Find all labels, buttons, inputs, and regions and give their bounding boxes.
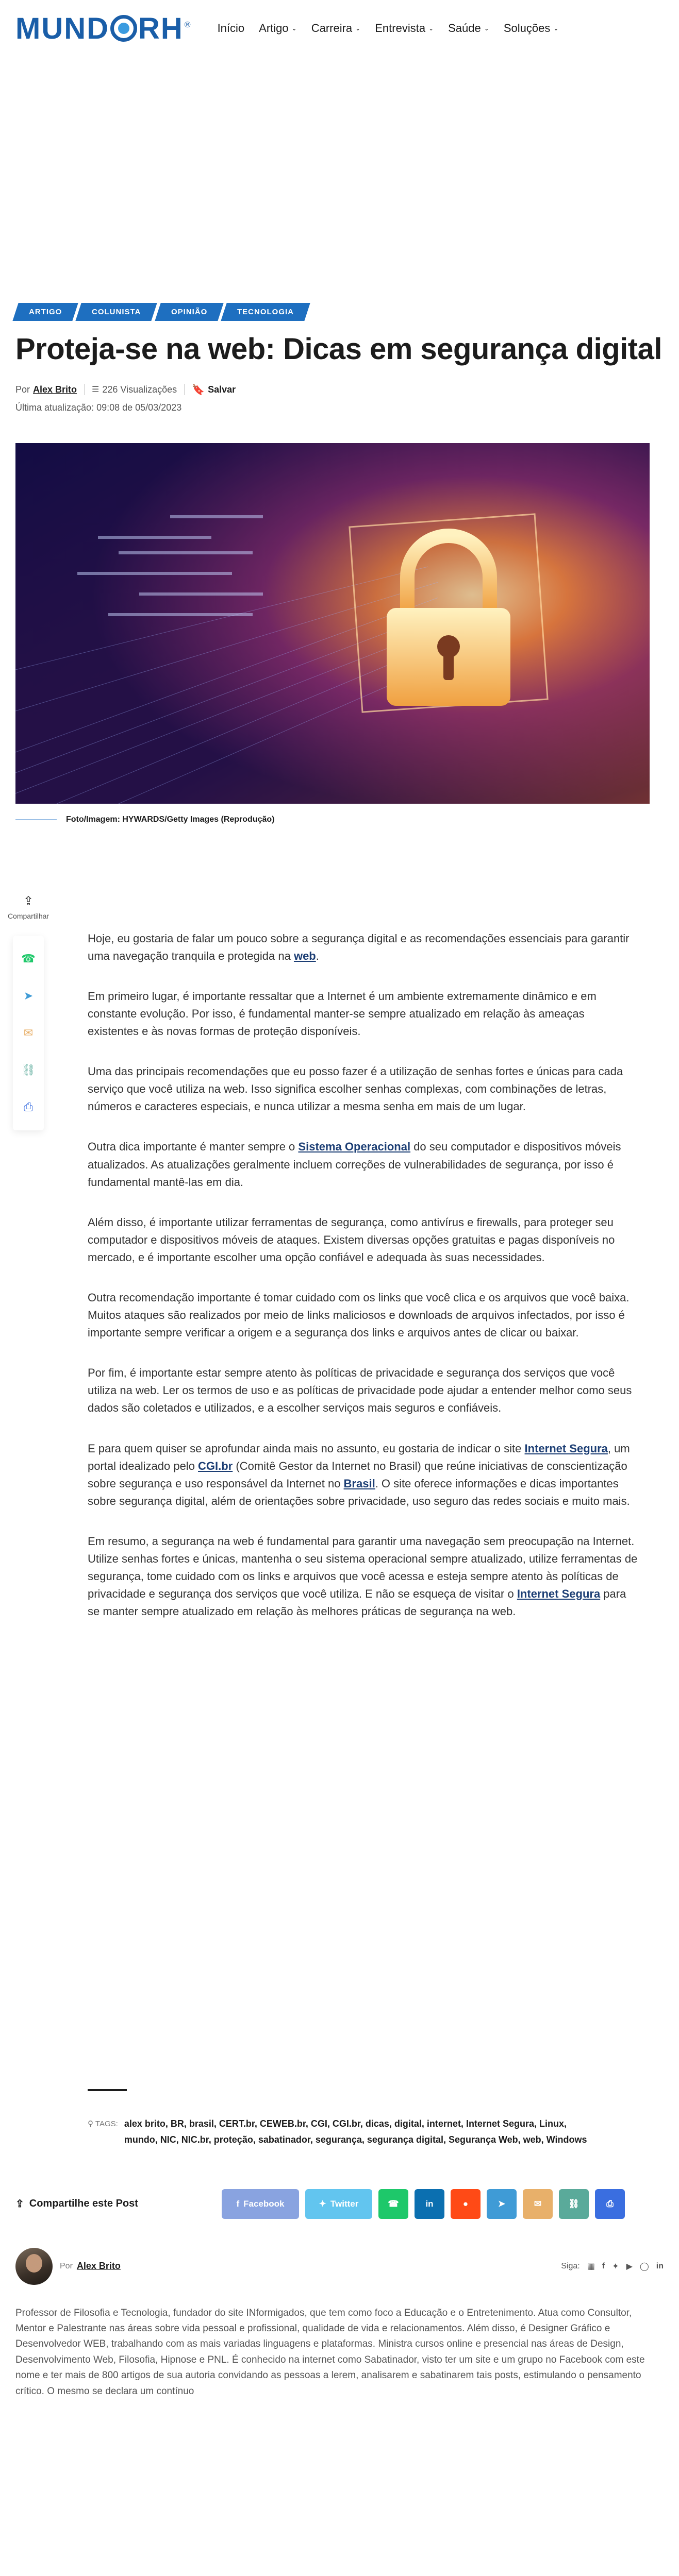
website-icon[interactable]: ▦ bbox=[587, 2262, 595, 2271]
save-label: Salvar bbox=[208, 384, 236, 395]
author-box bbox=[0, 2248, 679, 2285]
last-updated: Última atualização: 09:08 de 05/03/2023 bbox=[15, 402, 182, 413]
ad-space bbox=[0, 57, 679, 303]
views-icon: ☰ bbox=[92, 385, 100, 395]
copy-link-icon: ⛓ bbox=[568, 2198, 579, 2209]
whatsapp-icon: ☎ bbox=[388, 2198, 399, 2209]
by-label: Por bbox=[15, 384, 30, 395]
tags-section bbox=[0, 2089, 679, 2147]
chevron-down-icon: ⌄ bbox=[428, 25, 434, 32]
meta-divider bbox=[84, 384, 85, 395]
linkedin-icon[interactable]: in bbox=[656, 2261, 664, 2270]
bookmark-icon: 🔖 bbox=[192, 384, 205, 396]
author-avatar[interactable] bbox=[15, 2248, 53, 2285]
link-internet-segura[interactable]: Internet Segura bbox=[524, 1442, 608, 1455]
paragraph: Em primeiro lugar, é importante ressaltar que a Internet é um ambiente extremamente dinâmico e em constante evolução. Por isso, é fundamental manter-se sempre atualizado em relação às ameaças existentes e às novas formas de proteção disponíveis. bbox=[88, 989, 597, 1038]
nav-item-entrevista[interactable]: Entrevista ⌄ bbox=[375, 22, 434, 35]
share-bar-label: ⇪ Compartilhe este Post bbox=[15, 2198, 138, 2210]
share-twitter-button[interactable]: ✦ Twitter bbox=[305, 2189, 372, 2219]
link-brasil[interactable]: Brasil bbox=[343, 1477, 375, 1490]
telegram-icon: ➤ bbox=[498, 2198, 506, 2209]
paragraph: Além disso, é importante utilizar ferramentas de segurança, como antivírus e firewalls, para proteger seu computador e dispositivos móveis de ataques. Existem diversas opções gratuitas e pagas disponíveis no mercado, e é importante escolher uma opção confiável e adequada às suas necessidades. bbox=[88, 1215, 615, 1264]
save-button[interactable] bbox=[192, 383, 236, 396]
share-email-button[interactable] bbox=[523, 2189, 553, 2219]
share-facebook-button[interactable]: f Facebook bbox=[222, 2189, 299, 2219]
author-name-link[interactable]: Alex Brito bbox=[76, 2261, 121, 2272]
category-artigo[interactable]: ARTIGO bbox=[12, 303, 78, 321]
youtube-icon[interactable]: ▶ bbox=[626, 2262, 633, 2271]
tags-label: ⚲ TAGS: bbox=[88, 2120, 118, 2129]
image-caption bbox=[0, 815, 679, 824]
caption-line bbox=[15, 819, 57, 820]
paragraph: Por fim, é importante estar sempre atento às políticas de privacidade e segurança dos serviços que você utiliza na web. Ler os termos de uso e as políticas de privacidade pode ajudar a entender melhor como seus dados são coletados e utilizados, e a escolher serviços mais seguros e confiáveis. bbox=[88, 1366, 632, 1415]
share-bar bbox=[0, 2189, 679, 2219]
category-colunista[interactable]: COLUNISTA bbox=[76, 303, 158, 321]
print-icon: ⎙ bbox=[606, 2198, 614, 2209]
share-print-button[interactable] bbox=[595, 2189, 625, 2219]
author-follow bbox=[561, 2261, 664, 2272]
caption-text: Foto/Imagem: HYWARDS/Getty Images (Reprodução) bbox=[66, 815, 275, 824]
link-sistema-operacional[interactable]: Sistema Operacional bbox=[298, 1140, 411, 1154]
nav-item-solucoes[interactable]: Soluções ⌄ bbox=[503, 22, 559, 35]
featured-image bbox=[15, 443, 650, 804]
paragraph: Hoje, eu gostaria de falar um pouco sobre a segurança digital e as recomendações essenciais para garantir uma navegação tranquila e protegida na web. bbox=[88, 931, 630, 962]
twitter-icon[interactable]: ✦ bbox=[612, 2262, 619, 2271]
nav-item-saude[interactable]: Saúde ⌄ bbox=[448, 22, 489, 35]
share-icon[interactable]: ⇪ bbox=[23, 894, 34, 908]
telegram-icon[interactable]: ➤ bbox=[23, 989, 34, 1002]
share-linkedin-button[interactable] bbox=[415, 2189, 444, 2219]
logo-globe-icon bbox=[110, 15, 137, 42]
link-web[interactable]: web bbox=[293, 949, 316, 962]
category-tecnologia[interactable]: TECNOLOGIA bbox=[221, 303, 310, 321]
author-link[interactable]: Alex Brito bbox=[33, 384, 77, 395]
chevron-down-icon: ⌄ bbox=[291, 25, 297, 32]
email-icon: ✉ bbox=[534, 2198, 542, 2209]
follow-label: Siga: bbox=[561, 2261, 580, 2270]
chevron-down-icon: ⌄ bbox=[355, 25, 361, 32]
share-telegram-button[interactable] bbox=[487, 2189, 517, 2219]
share-whatsapp-button[interactable] bbox=[378, 2189, 408, 2219]
tags-divider bbox=[88, 2089, 127, 2091]
post-title: Proteja-se na web: Dicas em segurança digital bbox=[15, 332, 662, 366]
logo-text-rh: RH bbox=[138, 11, 184, 45]
print-icon[interactable]: ⎙ bbox=[24, 1100, 33, 1113]
security-lock-illustration bbox=[15, 443, 650, 804]
nav-item-inicio[interactable]: Início bbox=[217, 22, 245, 35]
paragraph: Uma das principais recomendações que eu posso fazer é a utilização de senhas fortes e únicas para cada serviço que você utiliza na web. Isso significa escolher senhas complexas, com combinações de letras, números e caracteres especiais, e nunca utilizar a mesma senha em mais de um lugar. bbox=[88, 1065, 623, 1113]
reddit-icon: ● bbox=[462, 2198, 469, 2209]
meta-divider bbox=[184, 384, 185, 395]
share-reddit-button[interactable] bbox=[451, 2189, 481, 2219]
link-internet-segura-2[interactable]: Internet Segura bbox=[517, 1587, 601, 1601]
registered-icon: ® bbox=[184, 20, 192, 29]
instagram-icon[interactable]: ◯ bbox=[639, 2262, 649, 2271]
share-sidebar bbox=[7, 894, 49, 1130]
paragraph: Outra recomendação importante é tomar cuidado com os links que você clica e os arquivos que você baixa. Muitos ataques são realizados por meio de links maliciosos e downloads de arquivos infectados, por isso é importante sempre verificar a origem e a segurança dos links e arquivos antes de clicar ou baixar. bbox=[88, 1291, 630, 1340]
site-header bbox=[0, 0, 679, 57]
tag-list[interactable]: alex brito, BR, brasil, CERT.br, CEWEB.br, CGI, CGI.br, dicas, digital, internet, Internet Segura, Linux, mundo, NIC, NIC.br, proteção, sabatinador, segurança, segurança digital, Segurança Web, web, Windows bbox=[124, 2119, 587, 2145]
share-copy-link-button[interactable] bbox=[559, 2189, 589, 2219]
share-label: Compartilhar bbox=[7, 912, 49, 920]
author-by-label: Por bbox=[60, 2261, 73, 2270]
logo-text-mund: MUND bbox=[15, 11, 109, 45]
chevron-down-icon: ⌄ bbox=[553, 25, 559, 32]
author-bio: Professor de Filosofia e Tecnologia, fundador do site INformigados, que tem como foco a Educação e o Entretenimento. Atua como Consultor, Mentor e Palestrante nas áreas sobre vida pessoal e profissional, qualidade de vida e relacionamentos. Além disso, é Designer Gráfico e Desenvolvedor WEB, trabalhando com as mais variadas linguagens e plataformas. Ministra cursos online e presencial nas áreas de Design, Desenvolvimento Web, Filosofia, Hipnose e PNL. É conhecido na internet como Sabatinador, visto ter um site e um grupo no Facebook com este nome e ter mais de 800 artigos de sua autoria convidando as pessoas a lerem, analisarem e sabatinarem tais posts, estimulando o pensamento crítico. O mesmo se declara um contínuo bbox=[15, 2307, 645, 2397]
share-stack bbox=[13, 936, 44, 1130]
category-list bbox=[0, 303, 679, 321]
tag-icon: ⚲ bbox=[88, 2120, 93, 2129]
nav-item-carreira[interactable]: Carreira ⌄ bbox=[311, 22, 361, 35]
paragraph: Em resumo, a segurança na web é fundamental para garantir uma navegação sem preocupação na Internet. Utilize senhas fortes e únicas, mantenha o seu sistema operacional sempre atualizado, utilize ferramentas de segurança, tome cuidado com os links e arquivos que você acessa e esteja sempre atento às políticas de privacidade e segurança dos serviços que você utiliza. E não se esqueça de visitar o Internet Segura para se manter sempre atualizado em relação às melhores práticas de segurança na web. bbox=[88, 1534, 638, 1618]
facebook-icon: f bbox=[236, 2198, 240, 2209]
facebook-icon[interactable]: f bbox=[602, 2261, 605, 2270]
category-opiniao[interactable]: OPINIÃO bbox=[155, 303, 224, 321]
twitter-icon: ✦ bbox=[319, 2198, 326, 2209]
paragraph: Outra dica importante é manter sempre o Sistema Operacional do seu computador e dispositivos móveis atualizados. As atualizações geralmente incluem correções de vulnerabilidades de segurança, por isso é fundamental mantê-las em dia. bbox=[88, 1140, 621, 1189]
post-meta bbox=[0, 383, 679, 396]
whatsapp-icon[interactable]: ☎ bbox=[21, 952, 36, 965]
linkedin-icon: in bbox=[425, 2198, 434, 2209]
link-cgi-br[interactable]: CGI.br bbox=[198, 1459, 233, 1472]
chevron-down-icon: ⌄ bbox=[484, 25, 489, 32]
article-body bbox=[88, 930, 638, 1621]
tags-row bbox=[88, 2116, 591, 2147]
share-buttons bbox=[222, 2189, 625, 2219]
main-nav bbox=[218, 22, 559, 35]
site-logo[interactable] bbox=[15, 11, 192, 46]
share-icon: ⇪ bbox=[15, 2198, 24, 2210]
paragraph: E para quem quiser se aprofundar ainda mais no assunto, eu gostaria de indicar o site Internet Segura, um portal idealizado pelo CGI.br (Comitê Gestor da Internet no Brasil) que reúne iniciativas de conscientização sobre segurança e uso responsável da Internet no Brasil. O site oferece informações e dicas importantes sobre segurança digital, além de orientações sobre privacidade, uso seguro das redes sociais e muito mais. bbox=[88, 1442, 630, 1507]
views-count: 226 Visualizações bbox=[102, 384, 177, 395]
copy-link-icon[interactable]: ⛓ bbox=[21, 1063, 36, 1076]
nav-item-artigo[interactable]: Artigo ⌄ bbox=[259, 22, 297, 35]
email-icon[interactable]: ✉ bbox=[23, 1026, 34, 1039]
